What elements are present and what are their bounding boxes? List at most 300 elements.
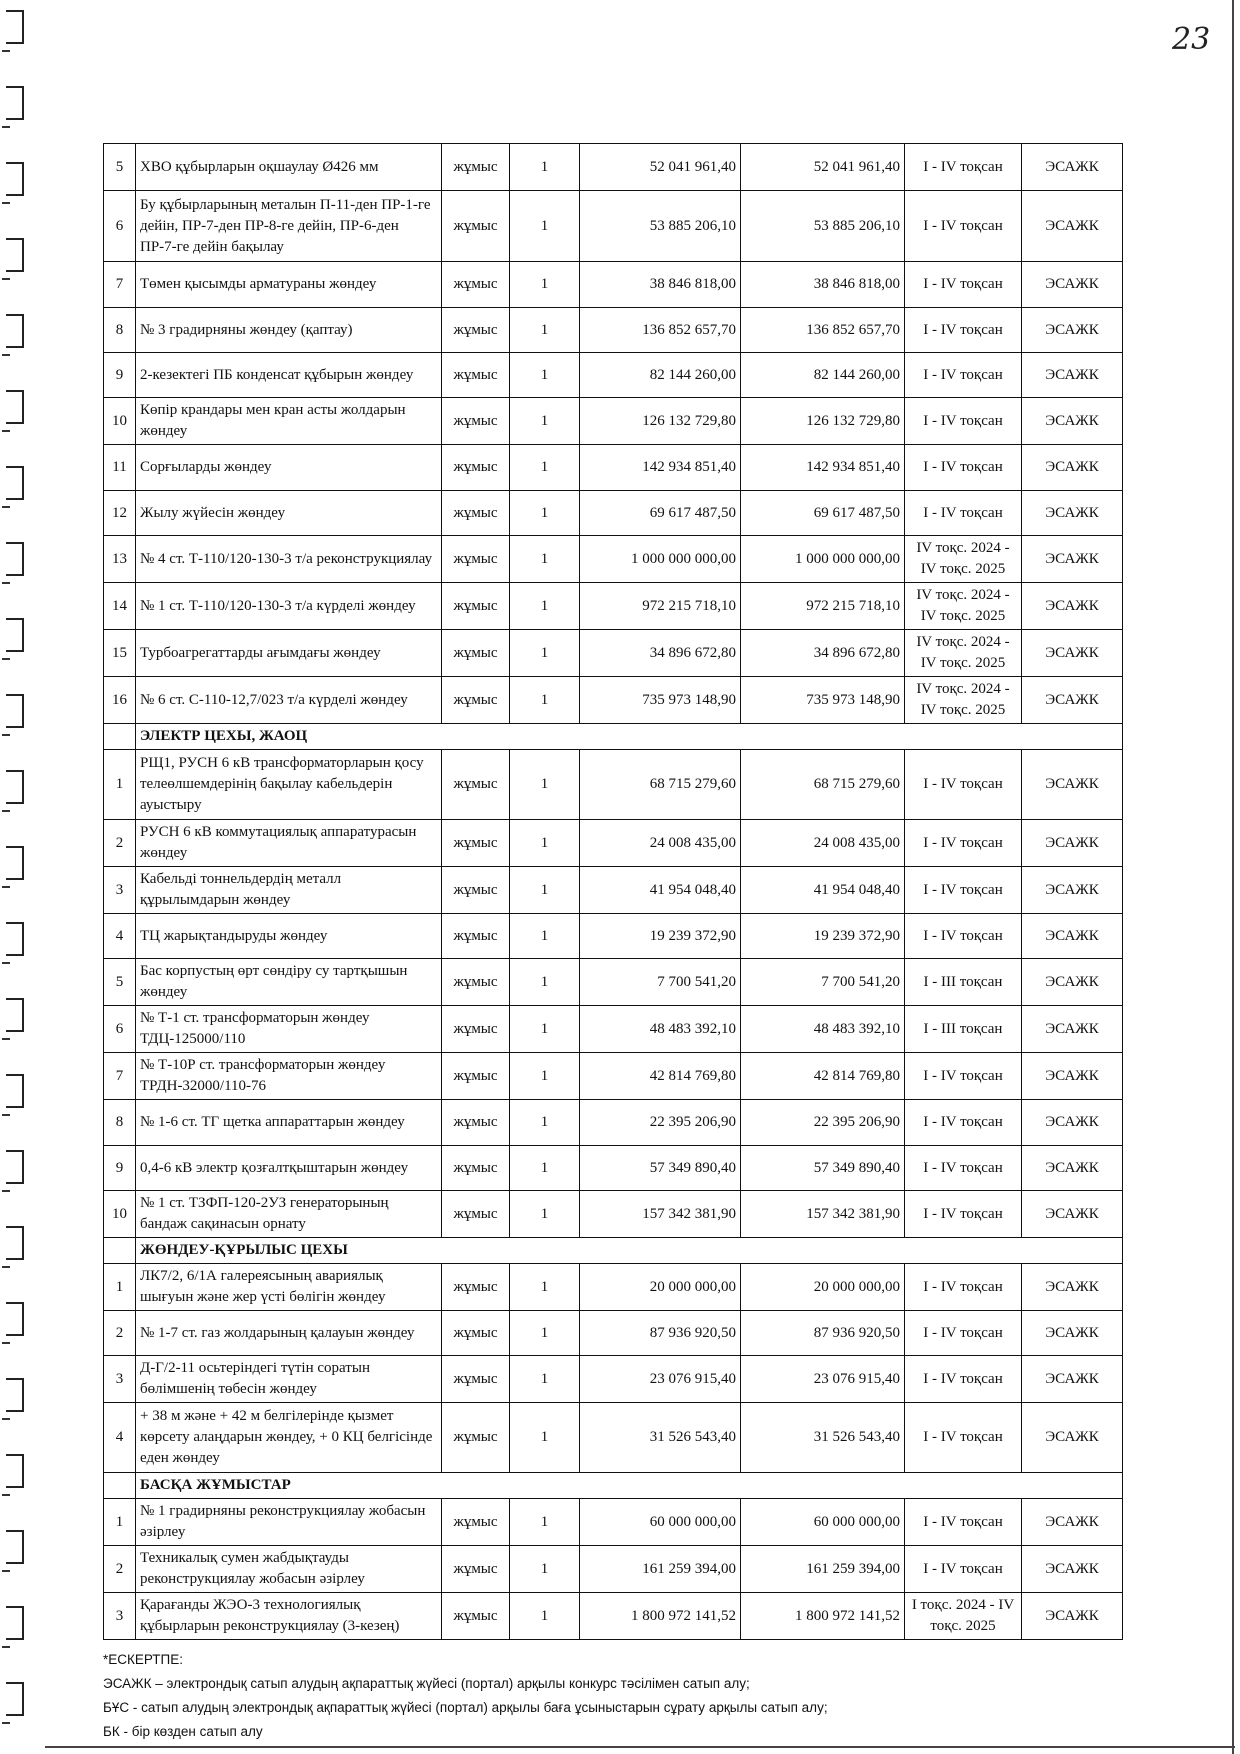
table-row <box>104 677 1123 724</box>
page-number: 23 <box>1172 22 1211 57</box>
method-cell: ЭСАЖК <box>1022 1311 1123 1356</box>
price-cell: 87 936 920,50 <box>580 1311 741 1356</box>
binding-mark <box>6 1302 24 1336</box>
row-number: 3 <box>104 1593 136 1640</box>
price-cell: 20 000 000,00 <box>580 1264 741 1311</box>
unit-cell: жұмыс <box>442 1146 510 1191</box>
total-cell: 1 000 000 000,00 <box>741 536 905 583</box>
price-cell: 23 076 915,40 <box>580 1356 741 1403</box>
unit-cell: жұмыс <box>442 1546 510 1593</box>
total-cell: 48 483 392,10 <box>741 1006 905 1053</box>
table-row <box>104 1264 1123 1311</box>
table-row <box>104 630 1123 677</box>
unit-cell: жұмыс <box>442 914 510 959</box>
unit-cell: жұмыс <box>442 1593 510 1640</box>
quantity-cell: 1 <box>510 677 580 724</box>
quantity-cell: 1 <box>510 1006 580 1053</box>
row-number: 9 <box>104 1146 136 1191</box>
total-cell: 7 700 541,20 <box>741 959 905 1006</box>
binding-mark <box>6 1530 24 1564</box>
binding-tick <box>2 1038 10 1040</box>
term-cell: I - IV тоқсан <box>905 1311 1022 1356</box>
table-row <box>104 1100 1123 1146</box>
page-edge-right <box>1232 0 1234 1754</box>
unit-cell: жұмыс <box>442 1264 510 1311</box>
binding-tick <box>2 658 10 660</box>
total-cell: 82 144 260,00 <box>741 353 905 398</box>
method-cell: ЭСАЖК <box>1022 959 1123 1006</box>
binding-mark <box>6 1682 24 1716</box>
table-row <box>104 1053 1123 1100</box>
total-cell: 1 800 972 141,52 <box>741 1593 905 1640</box>
work-name: 2-кезектегі ПБ конденсат құбырын жөндеу <box>136 353 442 398</box>
work-name: № 1 градирняны реконструкциялау жобасын әзірлеу <box>136 1499 442 1546</box>
binding-mark <box>6 1606 24 1640</box>
table-row <box>104 536 1123 583</box>
work-name: № 1-7 ст. газ жолдарының қалауын жөндеу <box>136 1311 442 1356</box>
work-name: Д-Г/2-11 осьтеріндегі түтін соратын бөлімшенің төбесін жөндеу <box>136 1356 442 1403</box>
table-row <box>104 353 1123 398</box>
unit-cell: жұмыс <box>442 1403 510 1473</box>
binding-tick <box>2 278 10 280</box>
unit-cell: жұмыс <box>442 630 510 677</box>
quantity-cell: 1 <box>510 536 580 583</box>
row-number: 2 <box>104 1546 136 1593</box>
method-cell: ЭСАЖК <box>1022 750 1123 820</box>
binding-tick <box>2 1646 10 1648</box>
unit-cell: жұмыс <box>442 1191 510 1238</box>
binding-tick <box>2 430 10 432</box>
quantity-cell: 1 <box>510 1593 580 1640</box>
work-name: № Т-1 ст. трансформаторын жөндеу ТДЦ-125000/110 <box>136 1006 442 1053</box>
table-row <box>104 491 1123 536</box>
work-name: Жылу жүйесін жөндеу <box>136 491 442 536</box>
row-number: 6 <box>104 191 136 262</box>
term-cell: I - IV тоқсан <box>905 1403 1022 1473</box>
price-cell: 48 483 392,10 <box>580 1006 741 1053</box>
notes-title: *ЕСКЕРТПЕ: <box>103 1652 183 1667</box>
total-cell: 142 934 851,40 <box>741 445 905 491</box>
binding-tick <box>2 1190 10 1192</box>
binding-mark <box>6 846 24 880</box>
binding-mark <box>6 998 24 1032</box>
table-row <box>104 1006 1123 1053</box>
quantity-cell: 1 <box>510 445 580 491</box>
row-number: 8 <box>104 308 136 353</box>
term-cell: I - IV тоқсан <box>905 820 1022 867</box>
total-cell: 34 896 672,80 <box>741 630 905 677</box>
quantity-cell: 1 <box>510 1264 580 1311</box>
method-cell: ЭСАЖК <box>1022 491 1123 536</box>
table-row <box>104 144 1123 191</box>
term-cell: I - III тоқсан <box>905 959 1022 1006</box>
binding-mark <box>6 162 24 196</box>
method-cell: ЭСАЖК <box>1022 1356 1123 1403</box>
binding-mark <box>6 922 24 956</box>
binding-mark <box>6 770 24 804</box>
table-row <box>104 445 1123 491</box>
method-cell: ЭСАЖК <box>1022 191 1123 262</box>
work-name: Қарағанды ЖЭО-3 технологиялық құбырларын реконструкциялау (3-кезең) <box>136 1593 442 1640</box>
term-cell: I - IV тоқсан <box>905 491 1022 536</box>
binding-tick <box>2 1342 10 1344</box>
note-bus: БҰС - сатып алудың электрондық ақпараттық жүйесі (портал) арқылы баға ұсыныстарын сұрату арқылы сатып алу; <box>103 1700 828 1715</box>
term-cell: I - IV тоқсан <box>905 1264 1022 1311</box>
unit-cell: жұмыс <box>442 353 510 398</box>
method-cell: ЭСАЖК <box>1022 677 1123 724</box>
row-number: 1 <box>104 1499 136 1546</box>
work-name: Көпір крандары мен кран асты жолдарын жөндеу <box>136 398 442 445</box>
price-cell: 41 954 048,40 <box>580 867 741 914</box>
table-row <box>104 1191 1123 1238</box>
method-cell: ЭСАЖК <box>1022 144 1123 191</box>
price-cell: 24 008 435,00 <box>580 820 741 867</box>
binding-mark <box>6 314 24 348</box>
term-cell: IV тоқс. 2024 - IV тоқс. 2025 <box>905 536 1022 583</box>
note-bk: БК - бір көзден сатып алу <box>103 1724 263 1739</box>
total-cell: 38 846 818,00 <box>741 262 905 308</box>
row-number: 14 <box>104 583 136 630</box>
unit-cell: жұмыс <box>442 1100 510 1146</box>
binding-mark <box>6 86 24 120</box>
method-cell: ЭСАЖК <box>1022 914 1123 959</box>
quantity-cell: 1 <box>510 820 580 867</box>
term-cell: I - III тоқсан <box>905 1006 1022 1053</box>
row-number: 7 <box>104 1053 136 1100</box>
method-cell: ЭСАЖК <box>1022 1593 1123 1640</box>
table-row <box>104 1356 1123 1403</box>
method-cell: ЭСАЖК <box>1022 536 1123 583</box>
price-cell: 57 349 890,40 <box>580 1146 741 1191</box>
quantity-cell: 1 <box>510 1499 580 1546</box>
binding-tick <box>2 962 10 964</box>
row-number: 3 <box>104 1356 136 1403</box>
method-cell: ЭСАЖК <box>1022 308 1123 353</box>
binding-holes <box>0 0 40 1754</box>
unit-cell: жұмыс <box>442 1311 510 1356</box>
section-num-cell <box>104 724 136 750</box>
binding-tick <box>2 886 10 888</box>
method-cell: ЭСАЖК <box>1022 630 1123 677</box>
table-row <box>104 1403 1123 1473</box>
section-header-row <box>104 724 1123 750</box>
unit-cell: жұмыс <box>442 1053 510 1100</box>
work-name: Төмен қысымды арматураны жөндеу <box>136 262 442 308</box>
work-name: + 38 м және + 42 м белгілерінде қызмет көрсету алаңдарын жөндеу, + 0 КЦ белгісінде еден жөндеу <box>136 1403 442 1473</box>
quantity-cell: 1 <box>510 750 580 820</box>
price-cell: 31 526 543,40 <box>580 1403 741 1473</box>
term-cell: I - IV тоқсан <box>905 445 1022 491</box>
table-row <box>104 1546 1123 1593</box>
work-name: Турбоагрегаттарды ағымдағы жөндеу <box>136 630 442 677</box>
total-cell: 68 715 279,60 <box>741 750 905 820</box>
method-cell: ЭСАЖК <box>1022 1191 1123 1238</box>
total-cell: 19 239 372,90 <box>741 914 905 959</box>
row-number: 6 <box>104 1006 136 1053</box>
quantity-cell: 1 <box>510 630 580 677</box>
table-row <box>104 820 1123 867</box>
price-cell: 7 700 541,20 <box>580 959 741 1006</box>
total-cell: 52 041 961,40 <box>741 144 905 191</box>
row-number: 16 <box>104 677 136 724</box>
unit-cell: жұмыс <box>442 867 510 914</box>
binding-tick <box>2 1114 10 1116</box>
binding-mark <box>6 238 24 272</box>
term-cell: I тоқс. 2024 - IV тоқс. 2025 <box>905 1593 1022 1640</box>
method-cell: ЭСАЖК <box>1022 820 1123 867</box>
note-esazhk: ЭСАЖК – электрондық сатып алудың ақпараттық жүйесі (портал) арқылы конкурс тәсілімен сатып алу; <box>103 1676 750 1691</box>
binding-mark <box>6 1454 24 1488</box>
total-cell: 41 954 048,40 <box>741 867 905 914</box>
price-cell: 136 852 657,70 <box>580 308 741 353</box>
table-row <box>104 262 1123 308</box>
price-cell: 22 395 206,90 <box>580 1100 741 1146</box>
total-cell: 42 814 769,80 <box>741 1053 905 1100</box>
unit-cell: жұмыс <box>442 959 510 1006</box>
quantity-cell: 1 <box>510 1311 580 1356</box>
section-title: ЖӨНДЕУ-ҚҰРЫЛЫС ЦЕХЫ <box>136 1238 1123 1264</box>
price-cell: 52 041 961,40 <box>580 144 741 191</box>
term-cell: IV тоқс. 2024 - IV тоқс. 2025 <box>905 677 1022 724</box>
unit-cell: жұмыс <box>442 398 510 445</box>
unit-cell: жұмыс <box>442 536 510 583</box>
total-cell: 60 000 000,00 <box>741 1499 905 1546</box>
work-name: ЛК7/2, 6/1А галереясының авариялық шығуын және жер үсті бөлігін жөндеу <box>136 1264 442 1311</box>
work-name: № 1 ст. ТЗФП-120-2УЗ генераторының бандаж сақинасын орнату <box>136 1191 442 1238</box>
procurement-table <box>103 143 1123 1640</box>
quantity-cell: 1 <box>510 191 580 262</box>
row-number: 13 <box>104 536 136 583</box>
quantity-cell: 1 <box>510 1546 580 1593</box>
method-cell: ЭСАЖК <box>1022 583 1123 630</box>
section-num-cell <box>104 1473 136 1499</box>
price-cell: 157 342 381,90 <box>580 1191 741 1238</box>
method-cell: ЭСАЖК <box>1022 1100 1123 1146</box>
table-row <box>104 308 1123 353</box>
quantity-cell: 1 <box>510 1191 580 1238</box>
term-cell: I - IV тоқсан <box>905 353 1022 398</box>
unit-cell: жұмыс <box>442 820 510 867</box>
unit-cell: жұмыс <box>442 677 510 724</box>
quantity-cell: 1 <box>510 959 580 1006</box>
row-number: 7 <box>104 262 136 308</box>
total-cell: 161 259 394,00 <box>741 1546 905 1593</box>
quantity-cell: 1 <box>510 1146 580 1191</box>
term-cell: I - IV тоқсан <box>905 750 1022 820</box>
row-number: 5 <box>104 959 136 1006</box>
method-cell: ЭСАЖК <box>1022 353 1123 398</box>
quantity-cell: 1 <box>510 308 580 353</box>
price-cell: 1 800 972 141,52 <box>580 1593 741 1640</box>
binding-mark <box>6 10 24 44</box>
binding-tick <box>2 1494 10 1496</box>
table-row <box>104 1146 1123 1191</box>
work-name: № 6 ст. С-110-12,7/023 т/а күрделі жөндеу <box>136 677 442 724</box>
unit-cell: жұмыс <box>442 308 510 353</box>
price-cell: 161 259 394,00 <box>580 1546 741 1593</box>
binding-tick <box>2 506 10 508</box>
binding-tick <box>2 50 10 52</box>
price-cell: 142 934 851,40 <box>580 445 741 491</box>
row-number: 5 <box>104 144 136 191</box>
table-row <box>104 867 1123 914</box>
term-cell: I - IV тоқсан <box>905 1191 1022 1238</box>
unit-cell: жұмыс <box>442 1356 510 1403</box>
unit-cell: жұмыс <box>442 191 510 262</box>
term-cell: I - IV тоқсан <box>905 191 1022 262</box>
method-cell: ЭСАЖК <box>1022 1264 1123 1311</box>
page-edge-bottom <box>45 1746 1235 1748</box>
price-cell: 126 132 729,80 <box>580 398 741 445</box>
work-name: ТЦ жарықтандыруды жөндеу <box>136 914 442 959</box>
binding-tick <box>2 734 10 736</box>
binding-mark <box>6 1226 24 1260</box>
binding-tick <box>2 582 10 584</box>
binding-tick <box>2 1418 10 1420</box>
unit-cell: жұмыс <box>442 1499 510 1546</box>
binding-tick <box>2 202 10 204</box>
work-name: РЩ1, РУСН 6 кВ трансформаторларын қосу телеөлшемдерінің бақылау кабельдерін ауыстыру <box>136 750 442 820</box>
table-row <box>104 959 1123 1006</box>
notes-block <box>103 1648 828 1744</box>
total-cell: 20 000 000,00 <box>741 1264 905 1311</box>
quantity-cell: 1 <box>510 1403 580 1473</box>
row-number: 2 <box>104 820 136 867</box>
work-name: № Т-10Р ст. трансформаторын жөндеу ТРДН-32000/110-76 <box>136 1053 442 1100</box>
binding-mark <box>6 390 24 424</box>
method-cell: ЭСАЖК <box>1022 1053 1123 1100</box>
term-cell: I - IV тоқсан <box>905 914 1022 959</box>
row-number: 4 <box>104 914 136 959</box>
price-cell: 972 215 718,10 <box>580 583 741 630</box>
binding-tick <box>2 1266 10 1268</box>
method-cell: ЭСАЖК <box>1022 1546 1123 1593</box>
total-cell: 53 885 206,10 <box>741 191 905 262</box>
quantity-cell: 1 <box>510 262 580 308</box>
price-cell: 60 000 000,00 <box>580 1499 741 1546</box>
table-row <box>104 583 1123 630</box>
price-cell: 42 814 769,80 <box>580 1053 741 1100</box>
quantity-cell: 1 <box>510 914 580 959</box>
term-cell: I - IV тоқсан <box>905 308 1022 353</box>
row-number: 15 <box>104 630 136 677</box>
total-cell: 136 852 657,70 <box>741 308 905 353</box>
total-cell: 22 395 206,90 <box>741 1100 905 1146</box>
section-header-row <box>104 1473 1123 1499</box>
section-num-cell <box>104 1238 136 1264</box>
row-number: 1 <box>104 750 136 820</box>
binding-mark <box>6 1378 24 1412</box>
price-cell: 38 846 818,00 <box>580 262 741 308</box>
total-cell: 157 342 381,90 <box>741 1191 905 1238</box>
binding-mark <box>6 618 24 652</box>
term-cell: I - IV тоқсан <box>905 1146 1022 1191</box>
work-name: Сорғыларды жөндеу <box>136 445 442 491</box>
work-name: № 1-6 ст. ТГ щетка аппараттарын жөндеу <box>136 1100 442 1146</box>
row-number: 10 <box>104 1191 136 1238</box>
term-cell: I - IV тоқсан <box>905 867 1022 914</box>
term-cell: I - IV тоқсан <box>905 1546 1022 1593</box>
work-name: 0,4-6 кВ электр қозғалтқыштарын жөндеу <box>136 1146 442 1191</box>
binding-mark <box>6 466 24 500</box>
work-name: № 1 ст. Т-110/120-130-3 т/а күрделі жөндеу <box>136 583 442 630</box>
table-row <box>104 914 1123 959</box>
term-cell: IV тоқс. 2024 - IV тоқс. 2025 <box>905 630 1022 677</box>
quantity-cell: 1 <box>510 353 580 398</box>
unit-cell: жұмыс <box>442 144 510 191</box>
work-name: РУСН 6 кВ коммутациялық аппаратурасын жөндеу <box>136 820 442 867</box>
total-cell: 31 526 543,40 <box>741 1403 905 1473</box>
price-cell: 34 896 672,80 <box>580 630 741 677</box>
table-row <box>104 1499 1123 1546</box>
method-cell: ЭСАЖК <box>1022 1403 1123 1473</box>
binding-tick <box>2 126 10 128</box>
unit-cell: жұмыс <box>442 445 510 491</box>
method-cell: ЭСАЖК <box>1022 1006 1123 1053</box>
method-cell: ЭСАЖК <box>1022 262 1123 308</box>
term-cell: I - IV тоқсан <box>905 1356 1022 1403</box>
total-cell: 57 349 890,40 <box>741 1146 905 1191</box>
price-cell: 82 144 260,00 <box>580 353 741 398</box>
work-name: Кабельді тоннельдердің металл құрылымдарын жөндеу <box>136 867 442 914</box>
total-cell: 126 132 729,80 <box>741 398 905 445</box>
price-cell: 69 617 487,50 <box>580 491 741 536</box>
row-number: 10 <box>104 398 136 445</box>
row-number: 9 <box>104 353 136 398</box>
price-cell: 53 885 206,10 <box>580 191 741 262</box>
term-cell: I - IV тоқсан <box>905 262 1022 308</box>
binding-tick <box>2 810 10 812</box>
method-cell: ЭСАЖК <box>1022 1499 1123 1546</box>
row-number: 3 <box>104 867 136 914</box>
quantity-cell: 1 <box>510 867 580 914</box>
work-name: Бас корпустың өрт сөндіру су тартқышын жөндеу <box>136 959 442 1006</box>
method-cell: ЭСАЖК <box>1022 1146 1123 1191</box>
quantity-cell: 1 <box>510 1053 580 1100</box>
price-cell: 1 000 000 000,00 <box>580 536 741 583</box>
row-number: 1 <box>104 1264 136 1311</box>
term-cell: I - IV тоқсан <box>905 398 1022 445</box>
price-cell: 68 715 279,60 <box>580 750 741 820</box>
method-cell: ЭСАЖК <box>1022 867 1123 914</box>
total-cell: 23 076 915,40 <box>741 1356 905 1403</box>
table-row <box>104 750 1123 820</box>
row-number: 11 <box>104 445 136 491</box>
binding-tick <box>2 1570 10 1572</box>
binding-tick <box>2 354 10 356</box>
term-cell: IV тоқс. 2024 - IV тоқс. 2025 <box>905 583 1022 630</box>
work-name: Бу құбырларының металын П-11-ден ПР-1-ге дейін, ПР-7-ден ПР-8-ге дейін, ПР-6-ден ПР-7-ге дейін бақылау <box>136 191 442 262</box>
term-cell: I - IV тоқсан <box>905 1053 1022 1100</box>
quantity-cell: 1 <box>510 398 580 445</box>
row-number: 4 <box>104 1403 136 1473</box>
section-title: БАСҚА ЖҰМЫСТАР <box>136 1473 1123 1499</box>
quantity-cell: 1 <box>510 1356 580 1403</box>
total-cell: 69 617 487,50 <box>741 491 905 536</box>
binding-mark <box>6 1074 24 1108</box>
price-cell: 735 973 148,90 <box>580 677 741 724</box>
method-cell: ЭСАЖК <box>1022 398 1123 445</box>
work-name: Техникалық сумен жабдықтауды реконструкциялау жобасын әзірлеу <box>136 1546 442 1593</box>
quantity-cell: 1 <box>510 144 580 191</box>
unit-cell: жұмыс <box>442 583 510 630</box>
binding-mark <box>6 1150 24 1184</box>
work-name: № 4 ст. Т-110/120-130-3 т/а реконструкциялау <box>136 536 442 583</box>
binding-mark <box>6 542 24 576</box>
work-name: ХВО құбырларын оқшаулау Ø426 мм <box>136 144 442 191</box>
term-cell: I - IV тоқсан <box>905 1100 1022 1146</box>
unit-cell: жұмыс <box>442 750 510 820</box>
